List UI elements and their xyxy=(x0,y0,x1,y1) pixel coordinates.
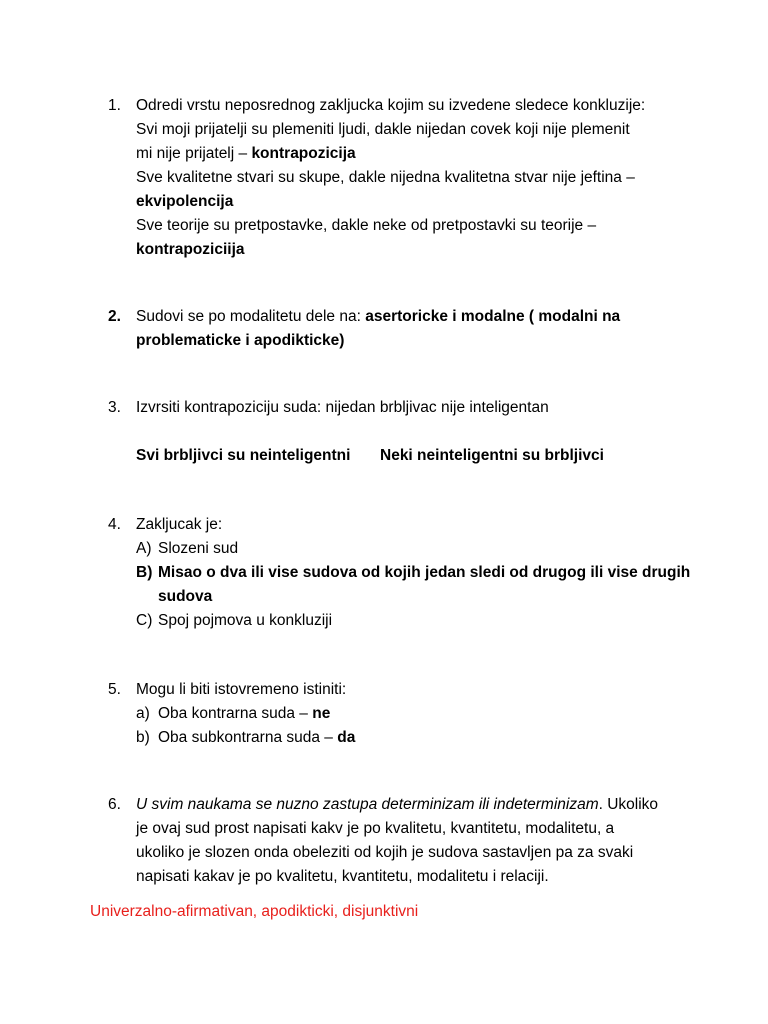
option-text: Oba subkontrarna suda – xyxy=(158,729,338,746)
option-label: C) xyxy=(136,612,153,629)
question-line xyxy=(136,305,688,329)
question-1 xyxy=(108,94,688,262)
question-number: 1. xyxy=(108,97,121,114)
option-line xyxy=(158,702,688,726)
option-a xyxy=(136,537,688,561)
option-line xyxy=(158,726,688,750)
question-text: Mogu li biti istovremeno istiniti: xyxy=(136,681,347,698)
option-text: Misao o dva ili vise sudova od kojih jedan sledi od drugog ili vise drugih xyxy=(158,564,691,581)
question-number: 6. xyxy=(108,796,121,813)
question-number: 4. xyxy=(108,516,121,533)
question-4 xyxy=(108,513,691,633)
statement-text: Svi moji prijatelji su plemeniti ljudi, dakle nijedan covek koji nije plemenit xyxy=(136,121,630,138)
question-5 xyxy=(108,678,688,750)
option-label: b) xyxy=(136,729,150,746)
spacer xyxy=(136,420,688,444)
option-b xyxy=(136,561,691,609)
statement-line xyxy=(136,142,688,166)
answer-text: ekvipolencija xyxy=(136,193,234,210)
option-label: A) xyxy=(136,540,152,557)
option-label: B) xyxy=(136,564,153,581)
question-text: . Ukoliko xyxy=(598,796,659,813)
option-text: Slozeni sud xyxy=(158,540,239,557)
answer-text: problematicke i apodikticke) xyxy=(136,332,345,349)
answer-text: Svi brbljivci su neinteligentni xyxy=(136,447,351,464)
question-text: Sudovi se po modalitetu dele na: xyxy=(136,308,366,325)
option-text: Oba kontrarna suda – xyxy=(158,705,313,722)
answer-text: Neki neinteligentni su brbljivci xyxy=(380,447,604,464)
answer-text: da xyxy=(337,729,356,746)
answer-text: kontrapozicija xyxy=(251,145,356,162)
option-c xyxy=(136,609,688,633)
question-number: 3. xyxy=(108,399,121,416)
question-6 xyxy=(108,793,688,889)
option-label: a) xyxy=(136,705,150,722)
option-b xyxy=(136,726,688,750)
answer-row xyxy=(136,444,688,468)
answer-text: asertoricke i modalne ( modalni na xyxy=(365,308,621,325)
question-number: 5. xyxy=(108,681,121,698)
option-a xyxy=(136,702,688,726)
statement-text: Sve teorije su pretpostavke, dakle neke od pretpostavki su teorije – xyxy=(136,217,597,234)
question-text: Izvrsiti kontrapoziciju suda: nijedan brbljivac nije inteligentan xyxy=(136,399,549,416)
question-text: napisati kakav je po kvalitetu, kvantitetu, modalitetu i relaciji. xyxy=(136,868,549,885)
question-text: Zakljucak je: xyxy=(136,516,223,533)
question-number: 2. xyxy=(108,308,121,325)
answer-text: ne xyxy=(312,705,331,722)
answer-text: kontrapoziciija xyxy=(136,241,245,258)
option-text: Spoj pojmova u konkluziji xyxy=(158,612,333,629)
answer-text: Univerzalno-afirmativan, apodikticki, disjunktivni xyxy=(90,903,419,920)
quoted-statement: U svim naukama se nuzno zastupa determinizam ili indeterminizam xyxy=(136,796,599,813)
question-prompt: Odredi vrstu neposrednog zakljucka kojim su izvedene sledece konkluzije: xyxy=(136,97,646,114)
question-3 xyxy=(108,396,688,468)
question-text: ukoliko je slozen onda obeleziti od kojih je sudova sastavljen pa za svaki xyxy=(136,844,634,861)
question-2 xyxy=(108,305,688,353)
statement-text: Sve kvalitetne stvari su skupe, dakle nijedna kvalitetna stvar nije jeftina – xyxy=(136,169,635,186)
question-text: je ovaj sud prost napisati kakv je po kvalitetu, kvantitetu, modalitetu, a xyxy=(136,820,615,837)
question-line xyxy=(136,793,688,817)
option-text: sudova xyxy=(158,588,213,605)
statement-text: mi nije prijatelj – xyxy=(136,145,252,162)
